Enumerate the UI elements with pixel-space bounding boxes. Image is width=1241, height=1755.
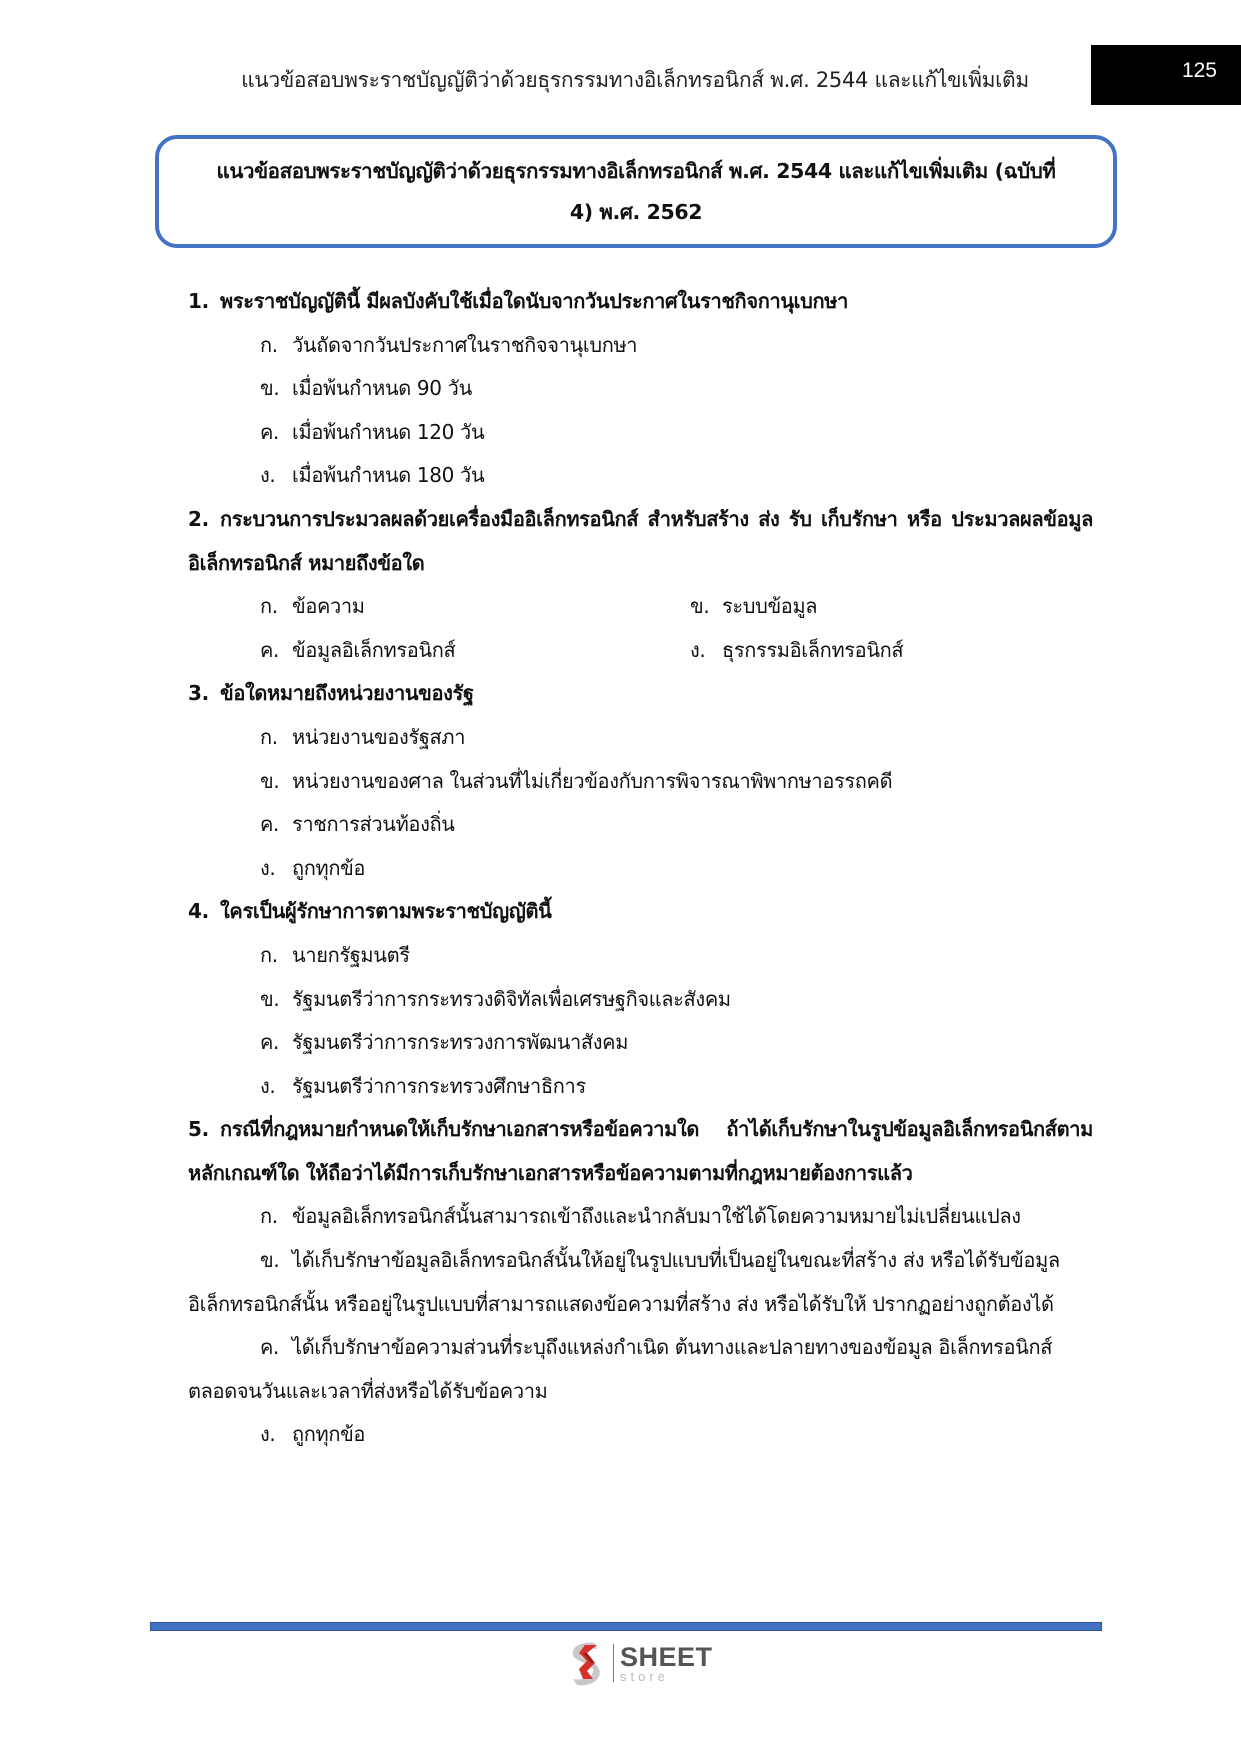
option-row [188,585,1093,629]
question-text: กระบวนการประมวลผลด้วยเครื่องมืออิเล็กทรอนิกส์ สำหรับสร้าง ส่ง รับ เก็บรักษา หรือ ประมวลผลข้อมูลอิเล็กทรอนิกส์ หมายถึงข้อใด [188,506,1093,575]
option-text: รัฐมนตรีว่าการกระทรวงดิจิทัลเพื่อเศรษฐกิจและสังคม [292,986,731,1011]
option-label: ข. [260,376,280,401]
question-stem [188,1108,1093,1195]
option-b[interactable] [188,760,1093,804]
option-label: ค. [260,812,280,837]
sheet-store-s-logo-icon [565,1639,609,1687]
option-a[interactable] [188,1195,1093,1239]
option-text: เมื่อพ้นกำหนด 90 วัน [292,376,472,401]
logo-wordmark [620,1641,713,1684]
option-label: ข. [260,768,280,793]
option-label: ก. [260,332,278,357]
option-text: ข้อมูลอิเล็กทรอนิกส์ [292,637,456,662]
question-number: 3. [188,681,209,706]
option-label: ข. [690,594,710,619]
option-b[interactable] [188,978,1093,1022]
question-text: ใครเป็นผู้รักษาการตามพระราชบัญญัตินี้ [220,899,552,924]
option-a[interactable] [188,324,1093,368]
question-4 [188,890,1093,1108]
option-a[interactable] [188,716,1093,760]
option-c[interactable] [188,1021,1093,1065]
option-label: ง. [260,1073,276,1098]
logo-divider [613,1644,614,1682]
option-c[interactable] [188,629,690,673]
option-b[interactable] [188,1239,1093,1326]
option-label: ก. [260,1204,278,1229]
section-title-box [155,135,1117,248]
question-1 [188,280,1093,498]
option-a[interactable] [188,934,1093,978]
option-d[interactable] [188,454,1093,498]
option-text: วันถัดจากวันประกาศในราชกิจจานุเบกษา [292,332,638,357]
page-number: 125 [1181,59,1217,82]
option-text: ระบบข้อมูล [722,594,818,619]
option-label: ง. [260,855,276,880]
question-stem [188,672,1093,716]
footer-divider-bar [150,1622,1102,1631]
option-label: ค. [260,637,280,662]
option-d[interactable] [188,1065,1093,1109]
option-text: ข้อมูลอิเล็กทรอนิกส์นั้นสามารถเข้าถึงและนำกลับมาใช้ได้โดยความหมายไม่เปลี่ยนแปลง [292,1204,1021,1229]
question-list [188,280,1093,1457]
question-text: กรณีที่กฎหมายกำหนดให้เก็บรักษาเอกสารหรือข้อความใด ถ้าได้เก็บรักษาในรูปข้อมูลอิเล็กทรอนิกส์ตามหลักเกณฑ์ใด ให้ถือว่าได้มีการเก็บรักษาเอกสารหรือข้อความตามที่กฎหมายต้องการแล้ว [188,1117,1093,1185]
question-number: 2. [188,506,209,531]
option-text: เมื่อพ้นกำหนด 180 วัน [292,463,485,488]
option-d[interactable] [690,629,1120,673]
option-label: ก. [260,942,278,967]
option-text: ธุรกรรมอิเล็กทรอนิกส์ [722,637,904,662]
option-b[interactable] [188,367,1093,411]
question-5 [188,1108,1093,1457]
option-label: ก. [260,724,278,749]
question-stem [188,498,1093,585]
option-b[interactable] [690,585,1120,629]
logo-brand-text: SHEET [620,1641,713,1672]
option-label: ง. [690,637,706,662]
option-text: ข้อความ [292,594,365,619]
option-d[interactable] [188,1413,1093,1457]
question-number: 1. [188,289,209,313]
section-title-line-1: แนวข้อสอบพระราชบัญญัติว่าด้วยธุรกรรมทางอิเล็กทรอนิกส์ พ.ศ. 2544 และแก้ไขเพิ่มเติม (ฉบับที่ [216,158,1056,183]
question-stem [188,890,1093,934]
option-label: ค. [260,1030,280,1055]
section-title-line-2: 4) พ.ศ. 2562 [569,199,703,224]
option-label: ง. [260,463,276,488]
option-a[interactable] [188,585,690,629]
option-d[interactable] [188,847,1093,891]
option-text: หน่วยงานของศาล ในส่วนที่ไม่เกี่ยวข้องกับการพิจารณาพิพากษาอรรถคดี [292,768,893,793]
option-text: ได้เก็บรักษาข้อความส่วนที่ระบุถึงแหล่งกำเนิด ต้นทางและปลายทางของข้อมูล อิเล็กทรอนิกส์ ตลอดจนวันและเวลาที่ส่งหรือได้รับข้อความ [188,1335,1053,1403]
option-c[interactable] [188,803,1093,847]
question-number: 4. [188,899,209,924]
question-stem [188,280,1093,324]
option-row [188,629,1093,673]
option-label: ข. [260,986,280,1011]
option-label: ค. [260,1335,280,1360]
option-text: นายกรัฐมนตรี [292,942,410,967]
option-c[interactable] [188,1326,1093,1413]
option-text: ราชการส่วนท้องถิ่น [292,812,455,837]
option-label: ก. [260,594,278,619]
option-label: ค. [260,419,280,444]
question-3 [188,672,1093,890]
question-2 [188,498,1093,672]
question-text: พระราชบัญญัตินี้ มีผลบังคับใช้เมื่อใดนับจากวันประกาศในราชกิจกานุเบกษา [220,289,848,313]
option-label: ข. [260,1248,280,1273]
running-header-title: แนวข้อสอบพระราชบัญญัติว่าด้วยธุรกรรมทางอิเล็กทรอนิกส์ พ.ศ. 2544 และแก้ไขเพิ่มเติม [241,68,1029,92]
option-text: ถูกทุกข้อ [292,1422,366,1447]
page-number-box [1091,45,1241,105]
option-text: ถูกทุกข้อ [292,855,366,880]
option-text: รัฐมนตรีว่าการกระทรวงศึกษาธิการ [292,1073,586,1098]
option-text: หน่วยงานของรัฐสภา [292,724,466,749]
option-text: เมื่อพ้นกำหนด 120 วัน [292,419,485,444]
option-label: ง. [260,1422,276,1447]
logo-sub-text: store [620,1668,669,1684]
question-text: ข้อใดหมายถึงหน่วยงานของรัฐ [220,681,474,706]
option-text: รัฐมนตรีว่าการกระทรวงการพัฒนาสังคม [292,1030,629,1055]
option-text: ได้เก็บรักษาข้อมูลอิเล็กทรอนิกส์นั้นให้อยู่ในรูปแบบที่เป็นอยู่ในขณะที่สร้าง ส่ง หรือได้รับข้อมูลอิเล็กทรอนิกส์นั้น หรืออยู่ในรูปแบบที่สามารถแสดงข้อความที่สร้าง ส่ง หรือได้รับให้ ปรากฏอย่างถูกต้องได้ [188,1248,1060,1316]
sheet-store-logo [565,1638,725,1688]
option-c[interactable] [188,411,1093,455]
question-number: 5. [188,1117,209,1142]
